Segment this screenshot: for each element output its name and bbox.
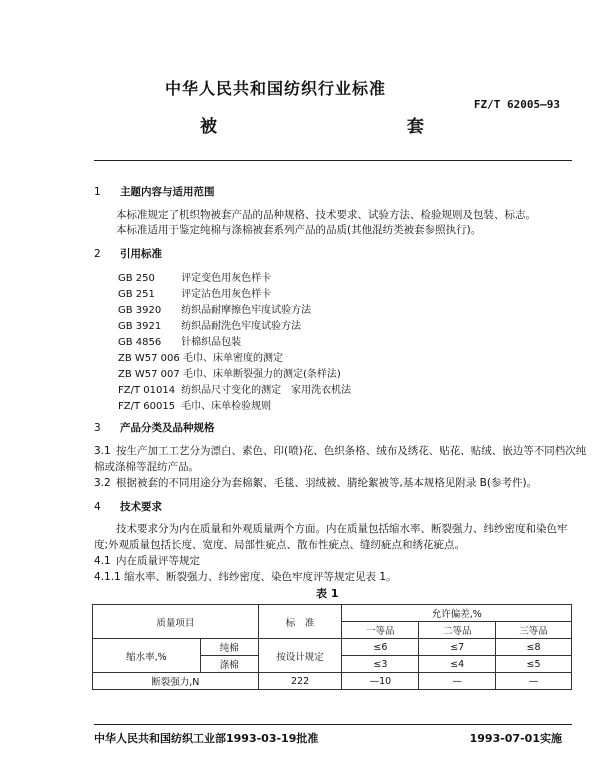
reference-code: GB 3921 bbox=[118, 321, 162, 332]
reference-code: GB 4856 bbox=[118, 337, 162, 348]
cell-grade-1: ≤6 bbox=[342, 639, 419, 656]
reference-title: 毛巾、床单密度的测定 bbox=[182, 353, 283, 364]
reference-item bbox=[118, 269, 271, 284]
reference-title: 针棉织品包装 bbox=[181, 337, 242, 348]
section-1-paragraph-2: 本标准适用于鉴定纯棉与涤棉被套系列产品的品质(其他混纺类被套参照执行)。 bbox=[116, 224, 482, 236]
clause-4-1 bbox=[94, 553, 200, 569]
table-row bbox=[93, 639, 572, 656]
table-caption: 表 1 bbox=[316, 587, 339, 600]
row-item-breaking-strength: 断裂强力,N bbox=[93, 673, 259, 690]
reference-item bbox=[118, 381, 351, 396]
section-1-paragraph-1: 本标准规定了机织物被套产品的品种规格、技术要求、试验方法、检验规则及包装、标志。 bbox=[116, 209, 536, 221]
clause-3-2 bbox=[94, 475, 537, 491]
clause-number: 3.1 bbox=[94, 445, 111, 457]
section-title: 主题内容与适用范围 bbox=[120, 186, 215, 198]
section-title: 技术要求 bbox=[120, 501, 162, 513]
quality-table bbox=[92, 604, 572, 690]
clause-3-1-continuation: 棉或涤棉等混纺产品。 bbox=[94, 461, 199, 473]
clause-text: 内在质量评等规定 bbox=[116, 555, 200, 567]
row-subitem: 纯棉 bbox=[200, 639, 258, 656]
document-title: 被 套 bbox=[200, 117, 516, 137]
reference-item bbox=[118, 397, 271, 412]
reference-title: 评定沾色用灰色样卡 bbox=[181, 289, 272, 300]
cell-grade-1: ≤3 bbox=[342, 656, 419, 673]
reference-item bbox=[118, 317, 301, 332]
cell-grade-2: ≤4 bbox=[419, 656, 496, 673]
reference-item bbox=[118, 301, 311, 316]
section-1-heading bbox=[94, 184, 215, 199]
section-2-heading bbox=[94, 246, 162, 261]
reference-title: 纺织品尺寸变化的测定 家用洗衣机法 bbox=[181, 385, 352, 396]
section-number: 4 bbox=[94, 501, 101, 513]
section-3-heading bbox=[94, 420, 215, 435]
section-4-heading bbox=[94, 499, 162, 514]
header-grade-2: 二等品 bbox=[419, 622, 496, 639]
cell-grade-2: ≤7 bbox=[419, 639, 496, 656]
clause-number: 3.2 bbox=[94, 477, 111, 489]
cell-grade-3: ≤8 bbox=[496, 639, 572, 656]
reference-title: 毛巾、床单检验规则 bbox=[181, 401, 272, 412]
reference-code: FZ/T 60015 bbox=[118, 401, 176, 412]
footer-divider bbox=[94, 724, 572, 725]
section-number: 1 bbox=[94, 186, 101, 198]
cell-grade-2: — bbox=[419, 673, 496, 690]
row-standard: 222 bbox=[258, 673, 342, 690]
section-number: 3 bbox=[94, 422, 101, 434]
row-subitem: 涤棉 bbox=[200, 656, 258, 673]
section-title: 引用标准 bbox=[120, 248, 162, 260]
clause-number: 4.1.1 bbox=[94, 571, 121, 583]
cell-grade-3: ≤5 bbox=[496, 656, 572, 673]
reference-title: 纺织品耐摩擦色牢度试验方法 bbox=[181, 305, 312, 316]
cell-grade-1: —10 bbox=[342, 673, 419, 690]
clause-3-1 bbox=[94, 443, 586, 459]
effective-date: 1993-07-01实施 bbox=[469, 732, 562, 745]
header-standard: 标 准 bbox=[258, 605, 342, 639]
section-title: 产品分类及品种规格 bbox=[120, 422, 215, 434]
reference-code: ZB W57 007 bbox=[118, 369, 180, 380]
section-number: 2 bbox=[94, 248, 101, 260]
table-row bbox=[93, 673, 572, 690]
reference-code: GB 251 bbox=[118, 289, 155, 300]
reference-code: GB 3920 bbox=[118, 305, 162, 316]
section-4-paragraph-line-1: 技术要求分为内在质量和外观质量两个方面。内在质量包括缩水率、断裂强力、纬纱密度和染色牢 bbox=[116, 523, 568, 535]
clause-text: 按生产加工工艺分为漂白、素色、印(喷)花、色织条格、绒布及绣花、贴花、贴绒、嵌边等不同档次纯 bbox=[116, 445, 587, 457]
reference-item bbox=[118, 349, 283, 364]
header-tolerance: 允许偏差,% bbox=[342, 605, 572, 622]
row-item-shrinkage: 缩水率,% bbox=[93, 639, 201, 673]
header-grade-1: 一等品 bbox=[342, 622, 419, 639]
reference-code: ZB W57 006 bbox=[118, 353, 180, 364]
table-header-row bbox=[93, 605, 572, 622]
header-grade-3: 三等品 bbox=[496, 622, 572, 639]
header-divider bbox=[94, 160, 572, 161]
reference-code: FZ/T 01014 bbox=[118, 385, 176, 396]
reference-title: 毛巾、床单断裂强力的测定(条样法) bbox=[182, 369, 341, 380]
reference-title: 评定变色用灰色样卡 bbox=[181, 273, 272, 284]
clause-text: 缩水率、断裂强力、纬纱密度、染色牢度评等规定见表 1。 bbox=[124, 571, 397, 583]
row-standard: 按设计规定 bbox=[258, 639, 342, 673]
clause-4-1-1 bbox=[94, 569, 397, 585]
reference-item bbox=[118, 333, 241, 348]
section-4-paragraph-line-2: 度;外观质量包括长度、宽度、局部性疵点、散布性疵点、缝纫疵点和绣花疵点。 bbox=[94, 539, 466, 551]
standard-code: FZ/T 62005—93 bbox=[473, 98, 560, 111]
reference-item bbox=[118, 285, 271, 300]
issuing-organization: 中华人民共和国纺织行业标准 bbox=[165, 79, 387, 98]
reference-code: GB 250 bbox=[118, 273, 155, 284]
reference-item bbox=[118, 365, 341, 380]
approval-line: 中华人民共和国纺织工业部1993-03-19批准 bbox=[94, 732, 319, 745]
clause-text: 根据被套的不同用途分为套棉絮、毛毯、羽绒被、腈纶絮被等,基本规格见附录 B(参考件)。 bbox=[116, 477, 538, 489]
header-quality-item: 质量项目 bbox=[93, 605, 259, 639]
clause-number: 4.1 bbox=[94, 555, 111, 567]
cell-grade-3: — bbox=[496, 673, 572, 690]
reference-title: 纺织品耐洗色牢度试验方法 bbox=[181, 321, 302, 332]
